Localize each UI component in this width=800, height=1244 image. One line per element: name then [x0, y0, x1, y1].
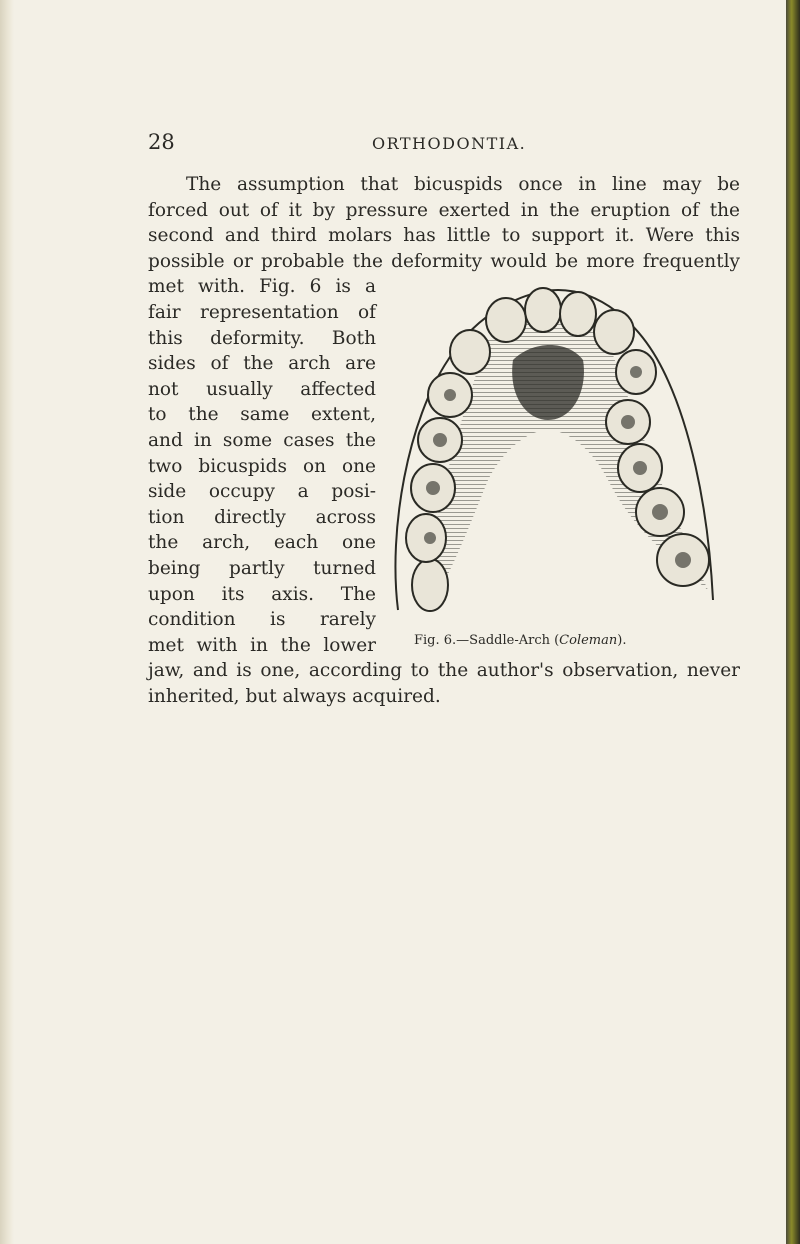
text-line: this deformity. Both — [148, 327, 376, 349]
text-line: fair representation of — [148, 301, 376, 323]
tooth — [594, 310, 634, 354]
page-edge-right — [786, 0, 800, 1244]
caption-suffix: ). — [617, 633, 627, 648]
page-number: 28 — [148, 130, 175, 154]
text-line: tion directly across — [148, 506, 376, 528]
tooth — [560, 292, 596, 336]
text-line: sides of the arch are — [148, 353, 376, 375]
page-edge-left — [0, 0, 14, 1244]
running-head — [0, 130, 800, 160]
tooth — [412, 559, 448, 611]
saddle-arch-figure — [378, 280, 718, 640]
tooth — [450, 330, 490, 374]
text-line: forced out of it by pressure exerted in the eruption of the — [148, 199, 740, 221]
text-line: not usually affected — [148, 378, 376, 400]
text-line: two bicuspids on one — [148, 455, 376, 477]
text-line: to the same extent, — [148, 404, 376, 426]
text-line: possible or probable the deformity would be more frequently — [148, 250, 740, 272]
caption-author: Coleman — [559, 633, 618, 648]
running-title: ORTHODONTIA. — [372, 134, 527, 153]
text-line: The assumption that bicuspids once in line may be — [186, 174, 740, 195]
tooth — [525, 288, 561, 332]
text-line: met with in the lower — [148, 634, 376, 656]
tooth — [486, 298, 526, 342]
text-line: inherited, but always acquired. — [148, 685, 441, 707]
text-line: condition is rarely — [148, 609, 376, 631]
caption-prefix: Fig. 6.—Saddle-Arch ( — [414, 633, 560, 648]
text-line: and in some cases the — [148, 429, 376, 451]
text-line: upon its axis. The — [148, 583, 376, 605]
text-line: being partly turned — [148, 557, 376, 579]
dental-arch-illustration — [378, 280, 718, 640]
text-line: side occupy a posi- — [148, 481, 376, 503]
figure-caption — [414, 633, 626, 648]
text-line: the arch, each one — [148, 532, 376, 554]
text-line: second and third molars has little to support it. Were this — [148, 225, 740, 247]
text-line: met with. Fig. 6 is a — [148, 276, 376, 298]
text-line: jaw, and is one, according to the author's observation, never — [148, 660, 740, 682]
